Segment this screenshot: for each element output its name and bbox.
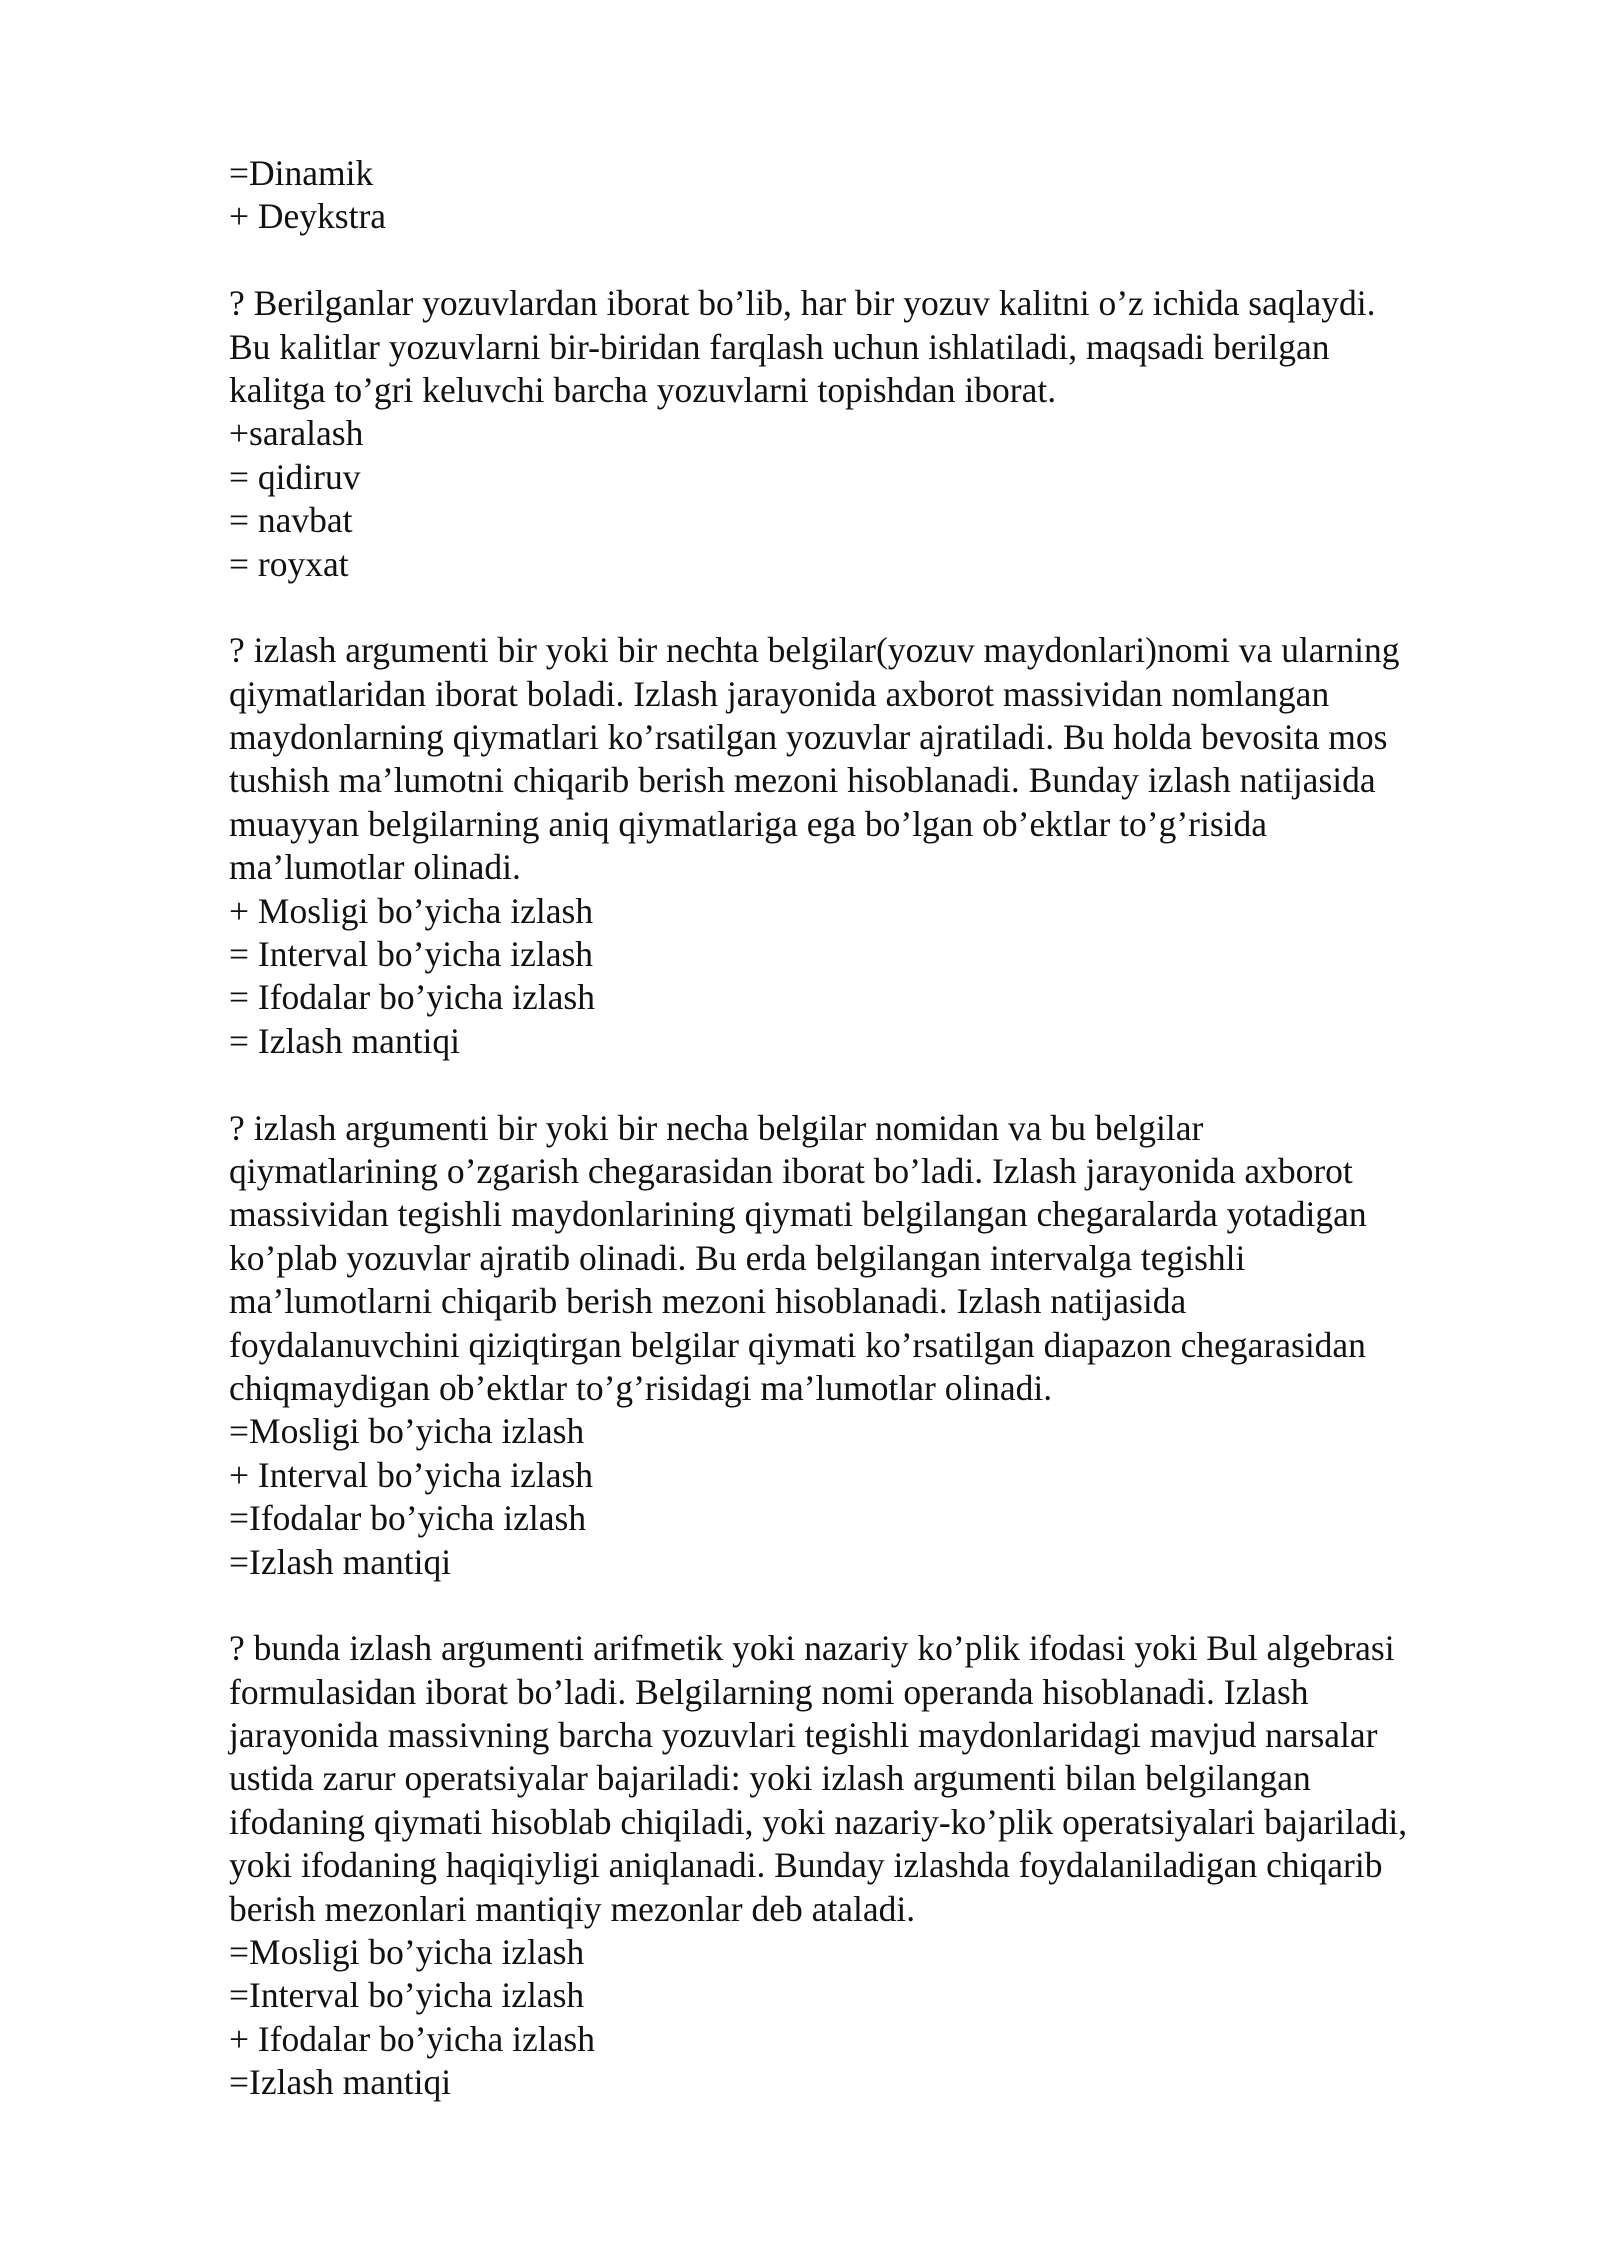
answer-options <box>229 152 1529 239</box>
question-line: jarayonida massivning barcha yozuvlari tegishli maydonlaridagi mavjud narsalar <box>229 1715 1378 1756</box>
answer-options <box>229 412 1529 586</box>
question-text <box>229 629 1529 889</box>
question-text <box>229 1627 1529 1931</box>
question-line: berish mezonlari mantiqiy mezonlar deb ataladi. <box>229 1888 916 1929</box>
answer-option: =Interval bo’yicha izlash <box>229 1975 585 2016</box>
question-line: ko’plab yozuvlar ajratib olinadi. Bu erda belgilangan intervalga tegishli <box>229 1237 1246 1278</box>
answer-option: = navbat <box>229 500 353 541</box>
question-text <box>229 282 1529 412</box>
question-line: muayyan belgilarning aniq qiymatlariga ega bo’lgan ob’ektlar to’g’risida <box>229 803 1268 844</box>
question-line: ? izlash argumenti bir yoki bir nechta belgilar(yozuv maydonlari)nomi va ularning <box>229 630 1400 671</box>
question-line: yoki ifodaning haqiqiyligi aniqlanadi. Bunday izlashda foydalaniladigan chiqarib <box>229 1845 1383 1886</box>
answer-option: = Izlash mantiqi <box>229 1020 460 1061</box>
answer-option: + Deykstra <box>229 196 387 237</box>
quiz-block-3 <box>229 629 1529 1063</box>
question-line: ? izlash argumenti bir yoki bir necha belgilar nomidan va bu belgilar <box>229 1107 1204 1148</box>
answer-option: =Dinamik <box>229 153 374 193</box>
answer-option: =Izlash mantiqi <box>229 1541 452 1582</box>
answer-option: = qidiruv <box>229 456 361 497</box>
question-line: qiymatlaridan iborat boladi. Izlash jarayonida axborot massividan nomlangan <box>229 673 1330 714</box>
answer-option: + Interval bo’yicha izlash <box>229 1454 594 1495</box>
question-line: ustida zarur operatsiyalar bajariladi: yoki izlash argumenti bilan belgilangan <box>229 1758 1311 1799</box>
question-line: ? Berilganlar yozuvlardan iborat bo’lib, har bir yozuv kalitni o’z ichida saqlaydi. <box>229 283 1376 324</box>
question-line: qiymatlarining o’zgarish chegarasidan iborat bo’ladi. Izlash jarayonida axborot <box>229 1150 1353 1191</box>
answer-option: =Mosligi bo’yicha izlash <box>229 1411 585 1452</box>
question-line: ma’lumotlarni chiqarib berish mezoni hisoblanadi. Izlash natijasida <box>229 1281 1187 1322</box>
question-line: maydonlarning qiymatlari ko’rsatilgan yozuvlar ajratiladi. Bu holda bevosita mos <box>229 717 1388 758</box>
document-page <box>229 152 1529 2105</box>
answer-options <box>229 890 1529 1064</box>
question-line: chiqmaydigan ob’ektlar to’g’risidagi ma’lumotlar olinadi. <box>229 1367 1053 1408</box>
question-line: Bu kalitlar yozuvlarni bir-biridan farqlash uchun ishlatiladi, maqsadi berilgan <box>229 326 1330 367</box>
answer-option: = Ifodalar bo’yicha izlash <box>229 977 595 1018</box>
quiz-block-5 <box>229 1627 1529 2104</box>
answer-option: =Mosligi bo’yicha izlash <box>229 1932 585 1973</box>
question-line: massividan tegishli maydonlarining qiymati belgilangan chegaralarda yotadigan <box>229 1194 1367 1235</box>
question-line: ? bunda izlash argumenti arifmetik yoki nazariy ko’plik ifodasi yoki Bul algebrasi <box>229 1628 1395 1669</box>
question-line: foydalanuvchini qiziqtirgan belgilar qiymati ko’rsatilgan diapazon chegarasidan <box>229 1324 1366 1365</box>
answer-option: + Mosligi bo’yicha izlash <box>229 890 594 931</box>
question-text <box>229 1107 1529 1411</box>
answer-option: = royxat <box>229 543 349 584</box>
answer-option: + Ifodalar bo’yicha izlash <box>229 2018 595 2059</box>
quiz-block-4 <box>229 1107 1529 1584</box>
answer-option: = Interval bo’yicha izlash <box>229 934 594 975</box>
answer-option: +saralash <box>229 413 364 454</box>
answer-options <box>229 1410 1529 1584</box>
answer-options <box>229 1931 1529 2105</box>
question-line: ma’lumotlar olinadi. <box>229 847 521 888</box>
question-line: ifodaning qiymati hisoblab chiqiladi, yoki nazariy-ko’plik operatsiyalari bajariladi, <box>229 1801 1408 1842</box>
question-line: kalitga to’gri keluvchi barcha yozuvlarni topishdan iborat. <box>229 369 1057 410</box>
question-line: formulasidan iborat bo’ladi. Belgilarning nomi operanda hisoblanadi. Izlash <box>229 1671 1309 1712</box>
answer-option: =Izlash mantiqi <box>229 2062 452 2103</box>
quiz-block-1 <box>229 152 1529 239</box>
question-line: tushish ma’lumotni chiqarib berish mezoni hisoblanadi. Bunday izlash natijasida <box>229 760 1376 801</box>
quiz-block-2 <box>229 282 1529 586</box>
answer-option: =Ifodalar bo’yicha izlash <box>229 1498 587 1539</box>
